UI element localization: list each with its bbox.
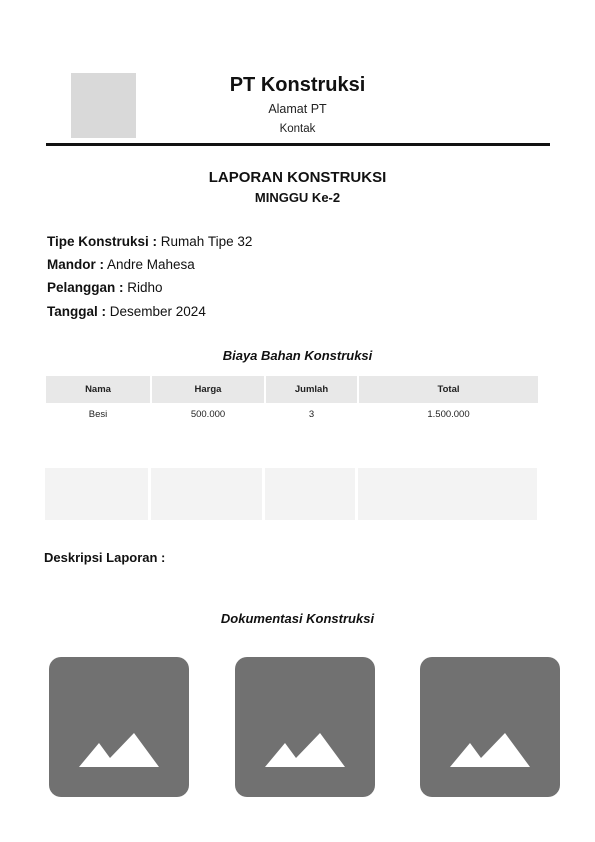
company-address: Alamat PT: [268, 102, 327, 116]
cell-total: 1.500.000: [427, 408, 470, 420]
image-placeholder-icon: [49, 657, 189, 797]
info-construction-type-label: Tipe Konstruksi :: [47, 234, 158, 249]
cell-name: Besi: [88, 408, 108, 420]
cell-price: 500.000: [190, 408, 226, 420]
empty-cell: [151, 468, 262, 520]
company-contact: Kontak: [279, 123, 316, 135]
header-divider: [46, 143, 550, 146]
info-date: [47, 304, 206, 319]
empty-cell: [358, 468, 537, 520]
info-construction-type: [47, 234, 252, 249]
info-foreman-label: Mandor :: [47, 257, 104, 272]
description-label: Deskripsi Laporan :: [44, 550, 166, 565]
image-placeholder-icon: [420, 657, 560, 797]
table-header-row: [46, 376, 538, 403]
info-construction-type-value: Rumah Tipe 32: [160, 234, 253, 249]
info-customer-value: Ridho: [127, 280, 163, 295]
column-header-name: Nama: [46, 376, 150, 403]
table-row: [46, 403, 538, 425]
image-placeholder-icon: [235, 657, 375, 797]
documentation-heading: Dokumentasi Konstruksi: [220, 611, 375, 626]
column-header-price: Harga: [152, 376, 264, 403]
costs-table: [44, 376, 540, 425]
photo-placeholder-1: [49, 657, 189, 797]
costs-heading: Biaya Bahan Konstruksi: [222, 348, 373, 363]
photo-placeholder-2: [235, 657, 375, 797]
report-week: MINGGU Ke-2: [254, 190, 341, 205]
info-customer: [47, 280, 163, 295]
info-foreman-value: Andre Mahesa: [107, 257, 195, 272]
info-customer-label: Pelanggan :: [47, 280, 124, 295]
empty-cell: [45, 468, 148, 520]
cell-quantity: 3: [308, 408, 315, 420]
info-date-label: Tanggal :: [47, 304, 106, 319]
column-header-quantity: Jumlah: [266, 376, 357, 403]
column-header-total: Total: [359, 376, 538, 403]
company-name: PT Konstruksi: [229, 74, 366, 96]
info-foreman: [47, 257, 195, 272]
photo-placeholder-3: [420, 657, 560, 797]
info-date-value: Desember 2024: [109, 304, 206, 319]
empty-cell: [265, 468, 355, 520]
report-title: LAPORAN KONSTRUKSI: [208, 169, 387, 186]
